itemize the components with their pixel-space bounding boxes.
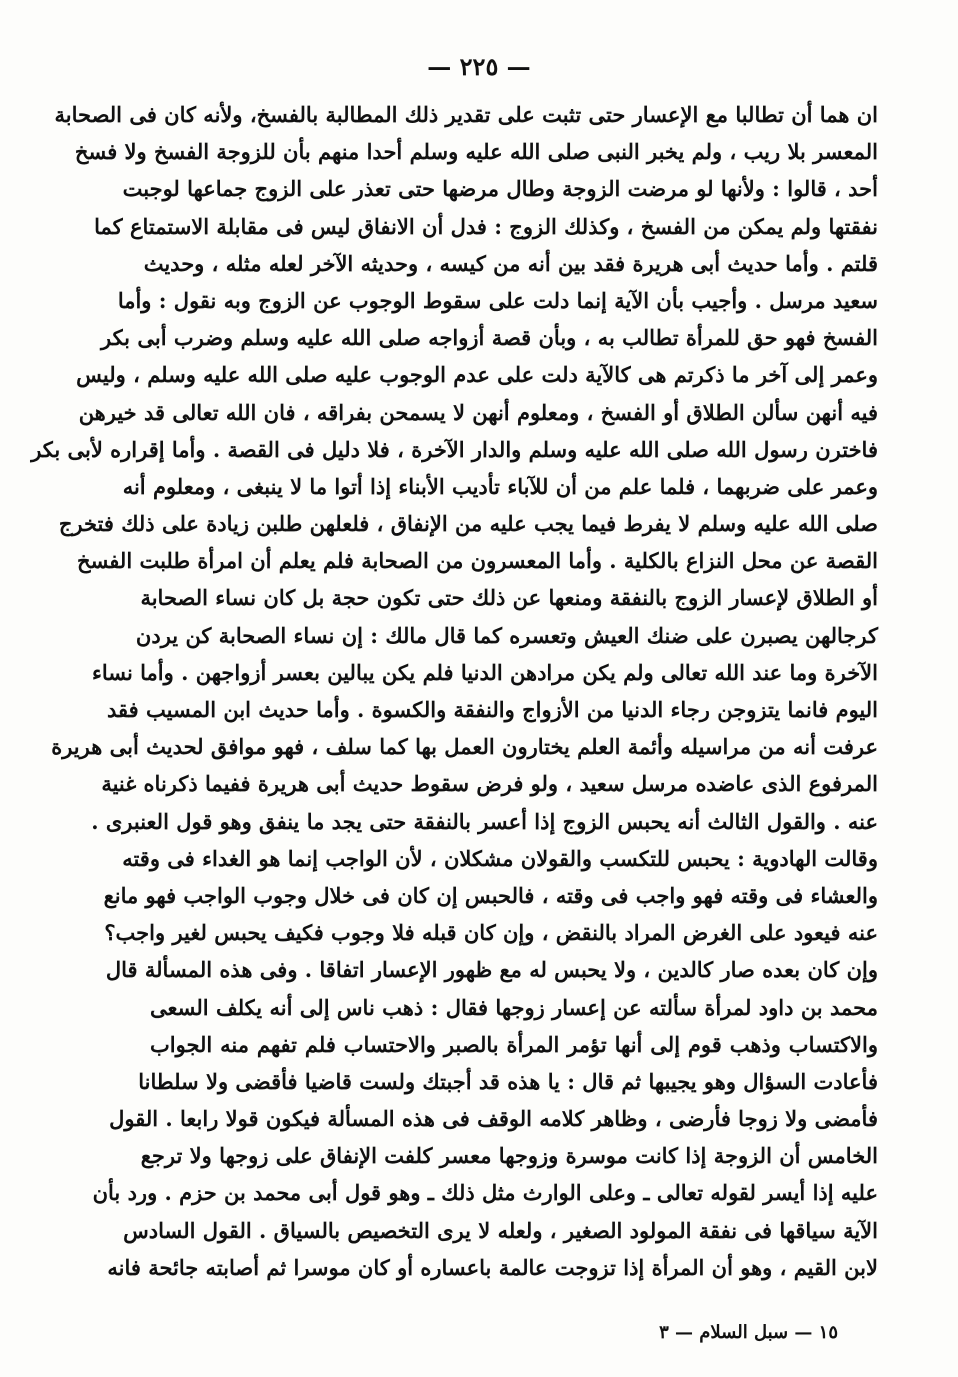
- text-line: الفسخ فهو حق للمرأة تطالب به ، وبأن قصة أزواجه صلى الله عليه وسلم وضرب أبى بكر: [101, 325, 878, 351]
- text-line: كرجالهن يصبرن على ضنك العيش وتعسره كما قال مالك : إن نساء الصحابة كن يردن: [135, 622, 878, 648]
- text-line: الآية سياقها فى نفقة المولود الصغير ، ولعله لا يرى التخصيص بالسياق . القول السادس: [123, 1217, 878, 1243]
- text-line: لابن القيم ، وهو أن المرأة إذا تزوجت عالمة باعساره أو كان موسرا ثم أصابته جائحة فانه: [107, 1254, 878, 1280]
- text-line: والعشاء فى وقته فهو واجب فى وقته ، فالحبس إن كان فى خلال وجوب الواجب فهو مانع: [103, 882, 878, 908]
- text-line: ان هما أن تطالبا مع الإعسار حتى تثبت على تقدير ذلك المطالبة بالفسخ، ولأنه كان فى الصحابة: [54, 102, 878, 127]
- body-text: [31, 96, 878, 1286]
- text-line: محمد بن داود لمرأة سألته عن إعسار زوجها فقال : ذهب ناس إلى أنه يكلف السعى: [150, 994, 878, 1020]
- text-line: وقالت الهادوية : يحبس للتكسب والقولان مشكلان ، لأن الواجب إنما هو الغداء فى وقته: [122, 845, 878, 871]
- text-line: اليوم فانما يتزوجن رجاء الدنيا من الأزواج والنفقة والكسوة . وأما حديث ابن المسيب فقد: [106, 697, 878, 722]
- text-line: صلى الله عليه وسلم لا يفرط فيما يجب عليه من الإنفاق ، فلعلهن طلبن زيادة على ذلك فتخرج: [58, 511, 878, 537]
- text-line: وإن كان بعده صار كالدين ، ولا يحبس له مع ظهور الإعسار اتفاقا . وفى هذه المسألة قال: [105, 957, 878, 983]
- text-line: المعسر بلا ريب ، ولم يخبر النبى صلى الله عليه وسلم أحدا منهم بأن للزوجة الفسخ ولا فسخ: [74, 139, 878, 165]
- text-line: عرفت أنه من مراسيله وأئمة العلم يختارون العمل بها كما سلف ، فهو موافق لحديث أبى هريرة: [51, 734, 878, 760]
- text-line: فاخترن رسول الله صلى الله عليه وسلم والدار الآخرة ، فلا دليل فى القصة . وأما إقراره لأبى بكر: [31, 436, 878, 462]
- text-line: أحد ، قالوا : ولأنها لو مرضت الزوجة وطال مرضها حتى تعذر على الزوج جماعها لوجبت: [122, 176, 878, 202]
- text-line: الخامس أن الزوجة إذا كانت موسرة وزوجها معسر كلفت الإنفاق على زوجها ولا ترجع: [140, 1143, 878, 1169]
- text-line: أو الطلاق لإعسار الزوج بالنفقة ومنعها عن ذلك حتى تكون حجة بل كان نساء الصحابة: [140, 585, 878, 611]
- text-line: فأمضى ولا زوجا فأرضى ، وظاهر كلامه الوقف فى هذه المسألة فيكون قولا رابعا . القول: [109, 1106, 878, 1132]
- text-line: عنه . والقول الثالث أنه يحبس الزوج إذا أعسر بالنفقة حتى يجد ما ينفق وهو قول العنبرى .: [91, 808, 878, 834]
- page-number: — ٢٢٥ —: [427, 52, 531, 81]
- text-line: سعيد مرسل . وأجيب بأن الآية إنما دلت على سقوط الوجوب عن الزوج وبه نقول : وأما: [117, 287, 878, 313]
- text-line: فيه أنهن سألن الطلاق أو الفسخ ، ومعلوم أنهن لا يسمحن بفراقه ، فان الله تعالى قد خيرهن: [78, 399, 878, 425]
- text-line: وعمر إلى آخر ما ذكرتم هى كالآية دلت على عدم الوجوب عليه صلى الله عليه وسلم ، وليس: [76, 362, 878, 388]
- text-line: القصة عن محل النزاع بالكلية . وأما المعسرون من الصحابة فلم يعلم أن امرأة طلبت الفسخ: [77, 548, 878, 574]
- text-line: فأعادت السؤال وهو يجيبها ثم قال : يا هذه قد أجبتك ولست قاضيا فأقضى ولا سلطانا: [138, 1068, 878, 1094]
- text-line: والاكتساب وذهب قوم إلى أنها تؤمر المرأة بالصبر والاحتساب فلم تفهم منه الجواب: [150, 1031, 878, 1057]
- text-line: عليه إذا أيسر لقوله تعالى ـ وعلى الوارث مثل ذلك ـ وهو قول أبى محمد بن حزم . ورد بأن: [92, 1180, 878, 1206]
- text-line: قلتم . وأما حديث أبى هريرة فقد بين أنه من كيسه ، وحديثه الآخر لعله مثله ، وحديث: [143, 250, 878, 276]
- text-line: وعمر على ضربهما ، فلما علم من أن للآباء تأديب الأبناء إذا أتوا ما لا ينبغى ، ومعلوم أنه: [122, 473, 878, 499]
- text-line: الآخرة وما عند الله تعالى ولم يكن مرادهن الدنيا فلم يكن يبالين بعسر أزواجهن . وأما نساء: [92, 659, 878, 685]
- footer-signature: ١٥ — سبل السلام — ٣: [659, 1322, 838, 1343]
- text-line: المرفوع الذى عاضده مرسل سعيد ، ولو فرض سقوط حديث أبى هريرة ففيما ذكرناه غنية: [101, 771, 878, 797]
- text-line: نفقتها ولم يمكن من الفسخ ، وكذلك الزوج : فدل أن الانفاق ليس فى مقابلة الاستمتاع كما: [94, 213, 878, 239]
- text-line: عنه فيعود على الغرض المراد بالنقض ، وإن كان قبله فلا وجوب فكيف يحبس لغير واجب؟: [104, 920, 878, 946]
